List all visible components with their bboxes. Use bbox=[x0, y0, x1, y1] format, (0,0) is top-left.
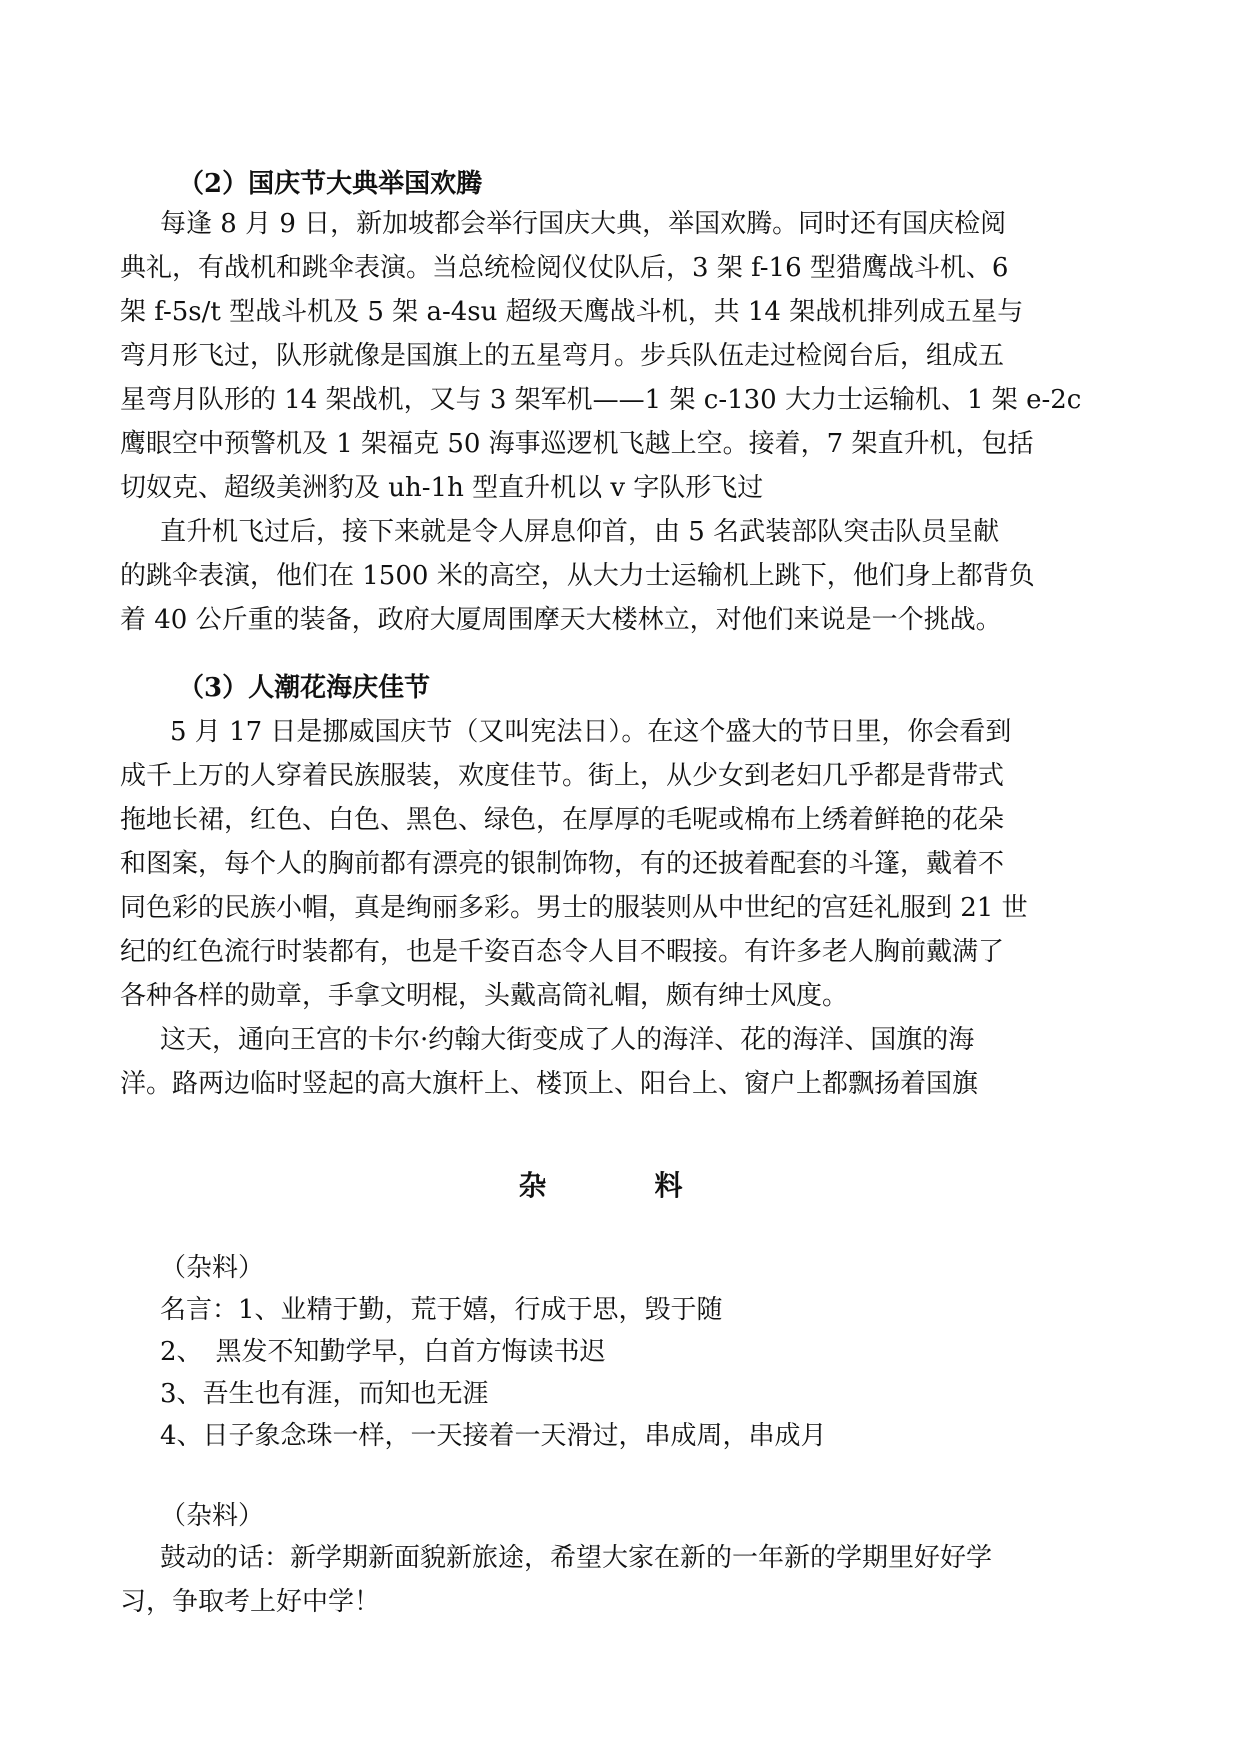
quote-line: 3、吾生也有涯，而知也无涯 bbox=[160, 1379, 489, 1409]
paragraph-line: 5 月 17 日是挪威国庆节（又叫宪法日）。在这个盛大的节日里，你会看到 bbox=[170, 717, 1012, 747]
paragraph-line: 直升机飞过后，接下来就是令人屏息仰首，由 5 名武装部队突击队员呈献 bbox=[160, 517, 1000, 547]
paragraph-line: 着 40 公斤重的装备，政府大厦周围摩天大楼林立，对他们来说是一个挑战。 bbox=[120, 605, 1002, 635]
paragraph-line: 洋。路两边临时竖起的高大旗杆上、楼顶上、阳台上、窗户上都飘扬着国旗 bbox=[120, 1069, 979, 1099]
encouragement-line: 鼓动的话：新学期新面貌新旅途，希望大家在新的一年新的学期里好好学 bbox=[160, 1543, 993, 1573]
paragraph-line: 架 f-5s/t 型战斗机及 5 架 a-4su 超级天鹰战斗机，共 14 架战机排列成五星与 bbox=[120, 297, 1024, 327]
misc-label: （杂料） bbox=[160, 1501, 265, 1531]
paragraph-line: 切奴克、超级美洲豹及 uh-1h 型直升机以 v 字队形飞过 bbox=[120, 473, 764, 503]
paragraph-line: 的跳伞表演，他们在 1500 米的高空，从大力士运输机上跳下，他们身上都背负 bbox=[120, 561, 1035, 591]
paragraph-line: 星弯月队形的 14 架战机，又与 3 架军机——1 架 c-130 大力士运输机、1 架 e-2c bbox=[120, 385, 1082, 415]
quote-line: 名言：1、业精于勤，荒于嬉，行成于思，毁于随 bbox=[160, 1295, 723, 1325]
paragraph-line: 典礼，有战机和跳伞表演。当总统检阅仪仗队后，3 架 f-16 型猎鹰战斗机、6 bbox=[120, 253, 1009, 283]
paragraph-line: 这天，通向王宫的卡尔·约翰大街变成了人的海洋、花的海洋、国旗的海 bbox=[160, 1025, 975, 1055]
paragraph-line: 弯月形飞过，队形就像是国旗上的五星弯月。步兵队伍走过检阅台后，组成五 bbox=[120, 341, 1005, 371]
paragraph-line: 和图案，每个人的胸前都有漂亮的银制饰物，有的还披着配套的斗篷，戴着不 bbox=[120, 849, 1005, 879]
quote-line: 2、 黑发不知勤学早，白首方悔读书迟 bbox=[160, 1337, 606, 1367]
paragraph-line: 鹰眼空中预警机及 1 架福克 50 海事巡逻机飞越上空。接着，7 架直升机，包括 bbox=[120, 429, 1034, 459]
paragraph-line: 各种各样的勋章，手拿文明棍，头戴高筒礼帽，颇有绅士风度。 bbox=[120, 981, 849, 1011]
quote-line: 4、日子象念珠一样，一天接着一天滑过，串成周，串成月 bbox=[160, 1421, 827, 1451]
paragraph-line: 成千上万的人穿着民族服装，欢度佳节。街上，从少女到老妇几乎都是背带式 bbox=[120, 761, 1005, 791]
section-heading-national-day-singapore: （2）国庆节大典举国欢腾 bbox=[178, 169, 483, 199]
paragraph-line: 拖地长裙，红色、白色、黑色、绿色，在厚厚的毛呢或棉布上绣着鲜艳的花朵 bbox=[120, 805, 1005, 835]
paragraph-line: 同色彩的民族小帽，真是绚丽多彩。男士的服装则从中世纪的宫廷礼服到 21 世 bbox=[120, 893, 1028, 923]
misc-label: （杂料） bbox=[160, 1253, 265, 1283]
encouragement-line: 习，争取考上好中学！ bbox=[120, 1587, 381, 1617]
misc-section-title: 杂 料 bbox=[518, 1169, 723, 1202]
paragraph-line: 每逢 8 月 9 日，新加坡都会举行国庆大典，举国欢腾。同时还有国庆检阅 bbox=[160, 209, 1007, 239]
section-heading-norway-national-day: （3）人潮花海庆佳节 bbox=[178, 673, 431, 703]
paragraph-line: 纪的红色流行时装都有，也是千姿百态令人目不暇接。有许多老人胸前戴满了 bbox=[120, 937, 1005, 967]
